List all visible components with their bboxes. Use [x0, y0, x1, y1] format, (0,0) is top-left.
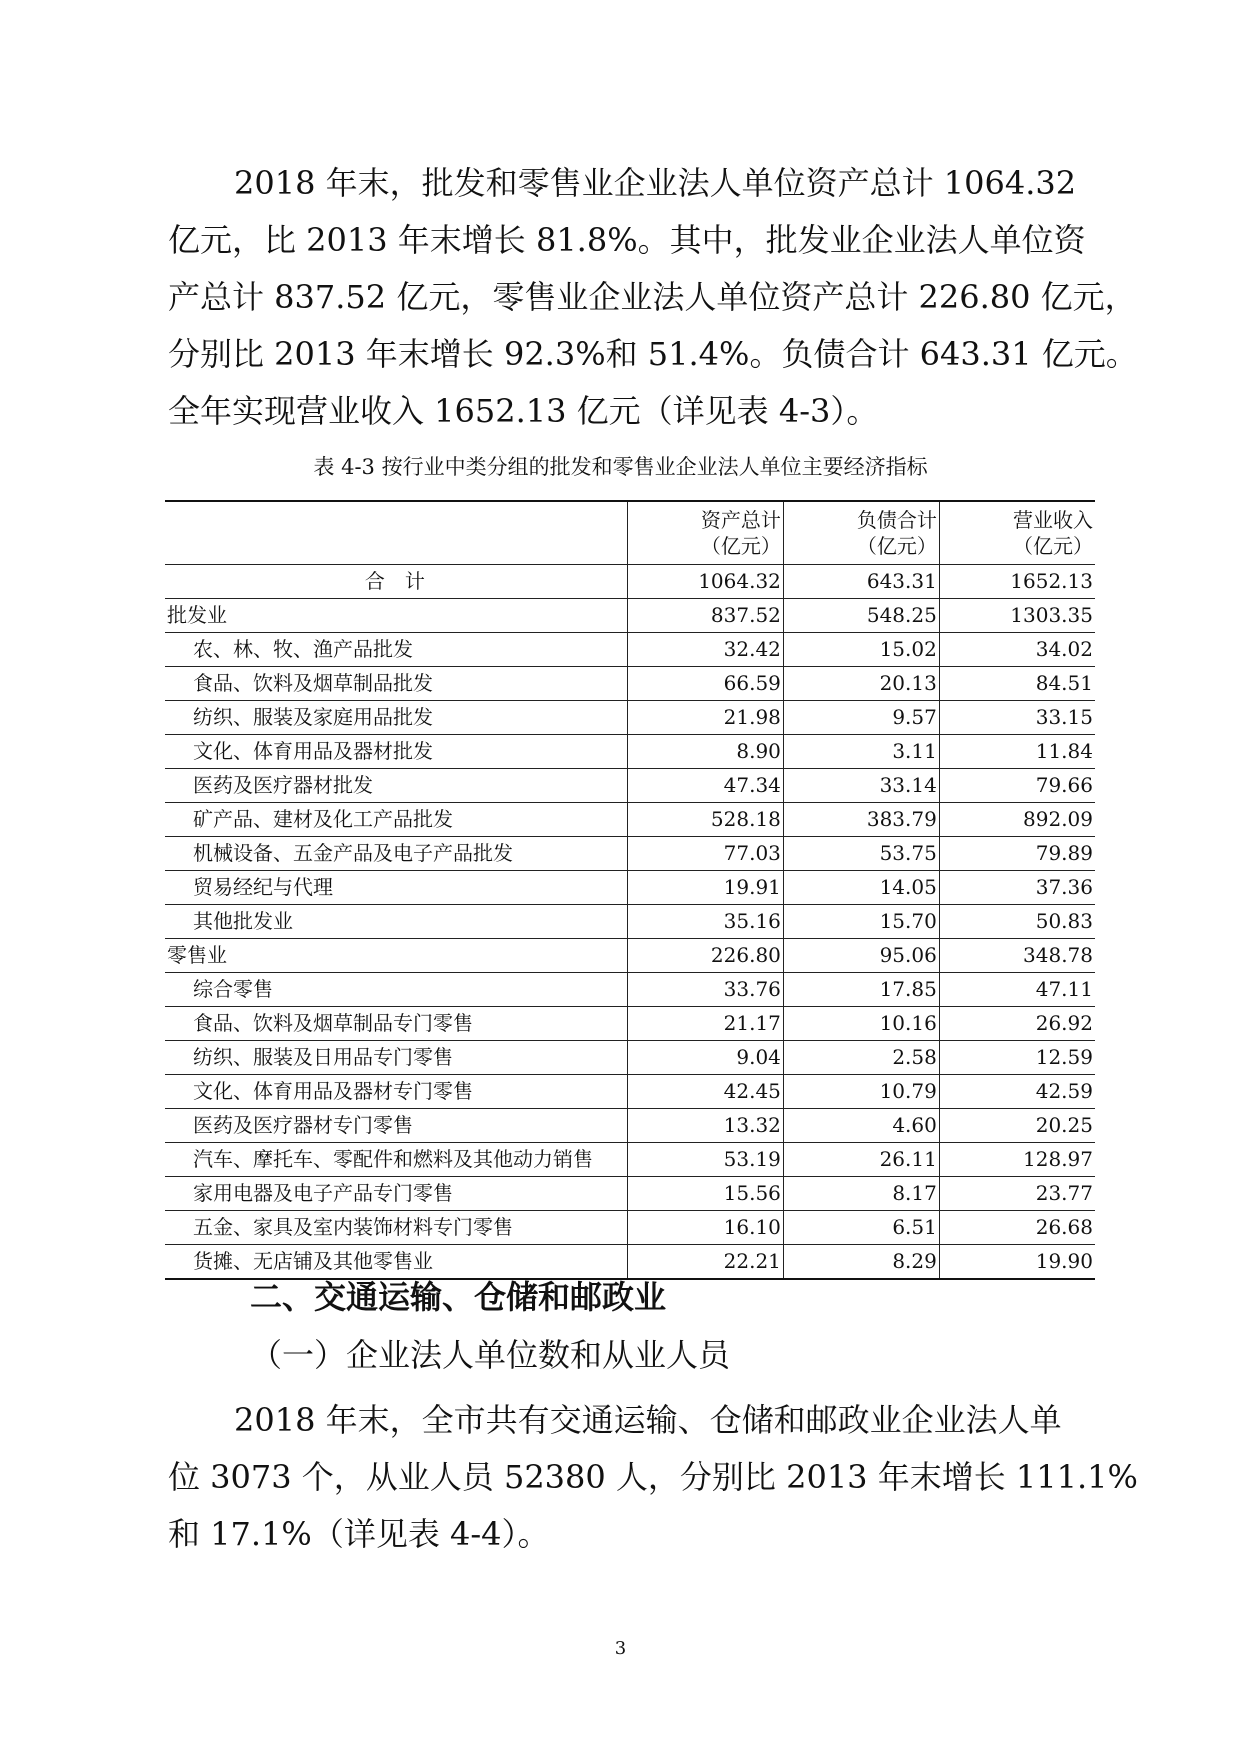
cell-liabilities: 33.14 — [783, 769, 939, 803]
table-row — [165, 939, 1095, 973]
cell-liabilities: 9.57 — [783, 701, 939, 735]
header-revenue: 营业收入 （亿元） — [939, 501, 1095, 565]
cell-revenue: 47.11 — [939, 973, 1095, 1007]
row-label: 综合零售 — [165, 973, 627, 1007]
cell-revenue: 34.02 — [939, 633, 1095, 667]
cell-liabilities: 383.79 — [783, 803, 939, 837]
cell-revenue: 26.68 — [939, 1211, 1095, 1245]
table-row — [165, 837, 1095, 871]
cell-assets: 47.34 — [627, 769, 783, 803]
row-label: 批发业 — [165, 599, 627, 633]
cell-liabilities: 15.70 — [783, 905, 939, 939]
row-label: 合 计 — [165, 565, 627, 599]
economic-indicators-table — [165, 500, 1095, 1280]
cell-liabilities: 10.79 — [783, 1075, 939, 1109]
row-label: 零售业 — [165, 939, 627, 973]
subsection-heading: （一）企业法人单位数和从业人员 — [250, 1336, 731, 1374]
cell-liabilities: 8.29 — [783, 1245, 939, 1280]
table-row — [165, 735, 1095, 769]
cell-liabilities: 548.25 — [783, 599, 939, 633]
table-row — [165, 1007, 1095, 1041]
header-category — [165, 501, 627, 565]
row-label: 食品、饮料及烟草制品批发 — [165, 667, 627, 701]
cell-assets: 13.32 — [627, 1109, 783, 1143]
table-row — [165, 973, 1095, 1007]
cell-liabilities: 15.02 — [783, 633, 939, 667]
cell-revenue: 79.89 — [939, 837, 1095, 871]
row-label: 食品、饮料及烟草制品专门零售 — [165, 1007, 627, 1041]
cell-revenue: 12.59 — [939, 1041, 1095, 1075]
cell-assets: 19.91 — [627, 871, 783, 905]
cell-assets: 528.18 — [627, 803, 783, 837]
row-label: 其他批发业 — [165, 905, 627, 939]
header-liabilities: 负债合计 （亿元） — [783, 501, 939, 565]
cell-revenue: 1652.13 — [939, 565, 1095, 599]
row-label: 家用电器及电子产品专门零售 — [165, 1177, 627, 1211]
cell-assets: 53.19 — [627, 1143, 783, 1177]
cell-revenue: 42.59 — [939, 1075, 1095, 1109]
cell-revenue: 20.25 — [939, 1109, 1095, 1143]
cell-assets: 22.21 — [627, 1245, 783, 1280]
cell-revenue: 23.77 — [939, 1177, 1095, 1211]
cell-assets: 1064.32 — [627, 565, 783, 599]
cell-liabilities: 643.31 — [783, 565, 939, 599]
cell-assets: 226.80 — [627, 939, 783, 973]
cell-assets: 837.52 — [627, 599, 783, 633]
paragraph-line: 亿元，比 2013 年末增长 81.8%。其中，批发业企业法人单位资 — [168, 221, 1086, 259]
cell-revenue: 26.92 — [939, 1007, 1095, 1041]
table-header-row — [165, 501, 1095, 565]
cell-liabilities: 95.06 — [783, 939, 939, 973]
row-label: 货摊、无店铺及其他零售业 — [165, 1245, 627, 1280]
table-row — [165, 1109, 1095, 1143]
cell-liabilities: 17.85 — [783, 973, 939, 1007]
cell-liabilities: 14.05 — [783, 871, 939, 905]
intro-paragraph — [168, 155, 1138, 440]
cell-assets: 21.17 — [627, 1007, 783, 1041]
table-row — [165, 1177, 1095, 1211]
paragraph-line: 全年实现营业收入 1652.13 亿元（详见表 4-3）。 — [168, 392, 879, 430]
paragraph-line: 产总计 837.52 亿元，零售业企业法人单位资产总计 226.80 亿元， — [168, 278, 1137, 316]
table-caption: 表 4-3 按行业中类分组的批发和零售业企业法人单位主要经济指标 — [313, 455, 928, 479]
cell-assets: 66.59 — [627, 667, 783, 701]
cell-revenue: 11.84 — [939, 735, 1095, 769]
row-label: 医药及医疗器材批发 — [165, 769, 627, 803]
cell-assets: 33.76 — [627, 973, 783, 1007]
cell-revenue: 33.15 — [939, 701, 1095, 735]
row-label: 汽车、摩托车、零配件和燃料及其他动力销售 — [165, 1143, 627, 1177]
cell-revenue: 19.90 — [939, 1245, 1095, 1280]
cell-revenue: 79.66 — [939, 769, 1095, 803]
table-row — [165, 701, 1095, 735]
row-label: 医药及医疗器材专门零售 — [165, 1109, 627, 1143]
paragraph-line: 2018 年末，全市共有交通运输、仓储和邮政业企业法人单 — [234, 1401, 1062, 1439]
cell-assets: 32.42 — [627, 633, 783, 667]
page-number: 3 — [614, 1638, 627, 1659]
cell-revenue: 128.97 — [939, 1143, 1095, 1177]
table-row — [165, 803, 1095, 837]
cell-liabilities: 2.58 — [783, 1041, 939, 1075]
row-label: 五金、家具及室内装饰材料专门零售 — [165, 1211, 627, 1245]
table-row — [165, 769, 1095, 803]
table-row — [165, 905, 1095, 939]
row-label: 农、林、牧、渔产品批发 — [165, 633, 627, 667]
table-body — [165, 565, 1095, 1280]
table-row — [165, 1143, 1095, 1177]
cell-assets: 21.98 — [627, 701, 783, 735]
paragraph-line: 2018 年末，批发和零售业企业法人单位资产总计 1064.32 — [234, 164, 1077, 202]
cell-liabilities: 53.75 — [783, 837, 939, 871]
table-row — [165, 599, 1095, 633]
cell-liabilities: 3.11 — [783, 735, 939, 769]
table-row — [165, 565, 1095, 599]
row-label: 纺织、服装及日用品专门零售 — [165, 1041, 627, 1075]
cell-liabilities: 20.13 — [783, 667, 939, 701]
cell-assets: 8.90 — [627, 735, 783, 769]
paragraph-line: 和 17.1%（详见表 4-4）。 — [168, 1515, 550, 1553]
table-row — [165, 667, 1095, 701]
cell-liabilities: 4.60 — [783, 1109, 939, 1143]
paragraph-line: 分别比 2013 年末增长 92.3%和 51.4%。负债合计 643.31 亿元。 — [168, 335, 1138, 373]
header-assets: 资产总计 （亿元） — [627, 501, 783, 565]
cell-liabilities: 8.17 — [783, 1177, 939, 1211]
row-label: 文化、体育用品及器材专门零售 — [165, 1075, 627, 1109]
cell-revenue: 348.78 — [939, 939, 1095, 973]
cell-revenue: 892.09 — [939, 803, 1095, 837]
cell-assets: 77.03 — [627, 837, 783, 871]
cell-assets: 16.10 — [627, 1211, 783, 1245]
table-row — [165, 633, 1095, 667]
second-paragraph — [168, 1392, 1138, 1563]
row-label: 贸易经纪与代理 — [165, 871, 627, 905]
cell-revenue: 84.51 — [939, 667, 1095, 701]
table-row — [165, 871, 1095, 905]
row-label: 纺织、服装及家庭用品批发 — [165, 701, 627, 735]
cell-liabilities: 6.51 — [783, 1211, 939, 1245]
table-row — [165, 1075, 1095, 1109]
cell-revenue: 1303.35 — [939, 599, 1095, 633]
table-row — [165, 1211, 1095, 1245]
cell-revenue: 37.36 — [939, 871, 1095, 905]
section-heading: 二、交通运输、仓储和邮政业 — [250, 1278, 667, 1316]
cell-assets: 15.56 — [627, 1177, 783, 1211]
cell-liabilities: 26.11 — [783, 1143, 939, 1177]
cell-assets: 35.16 — [627, 905, 783, 939]
table-row — [165, 1041, 1095, 1075]
cell-revenue: 50.83 — [939, 905, 1095, 939]
row-label: 文化、体育用品及器材批发 — [165, 735, 627, 769]
cell-assets: 42.45 — [627, 1075, 783, 1109]
paragraph-line: 位 3073 个，从业人员 52380 人，分别比 2013 年末增长 111.1% — [168, 1458, 1138, 1496]
row-label: 机械设备、五金产品及电子产品批发 — [165, 837, 627, 871]
cell-assets: 9.04 — [627, 1041, 783, 1075]
row-label: 矿产品、建材及化工产品批发 — [165, 803, 627, 837]
cell-liabilities: 10.16 — [783, 1007, 939, 1041]
